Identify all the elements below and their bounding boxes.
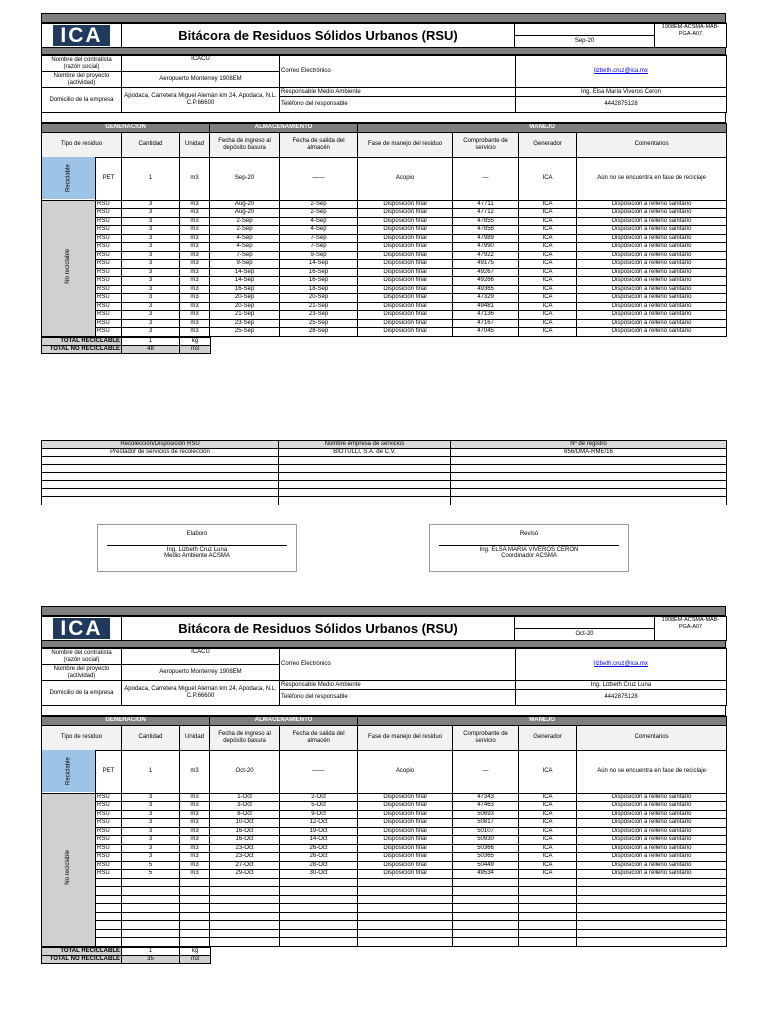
generacion-header: GENERACIÓN <box>42 123 210 132</box>
contratista-value: ICACU <box>122 56 280 72</box>
doc-code: 1908EM-ACSMA-MAB-PGA-A07 <box>655 24 727 48</box>
header-table <box>41 23 727 48</box>
page-title: Bitácora de Residuos Sólidos Urbanos (RSU) <box>122 24 515 48</box>
totals-table: TOTAL RECICLABLE 1 kg TOTAL NO RECICLABLE 35 m3 <box>41 947 211 964</box>
table-row: RSU 5 m3 27-Oct 28-Oct Disposición final 50449 ICA Disposición a relleno sanitario <box>42 861 727 870</box>
table-row: No reciclable RSU 3 m3 1-Oct 2-Oct Disposición final 47343 ICA Disposición a relleno sanitario <box>42 793 727 802</box>
ica-logo: ICA <box>42 617 122 641</box>
table-row: RSU 3 m3 16-Oct 19-Oct Disposición final 50107 ICA Disposición a relleno sanitario <box>42 827 727 836</box>
periodo-value: Oct-20 <box>575 630 594 637</box>
table-row: Reciclable PET 1 m3 Oct-20 —— Acopio — ICA Aún no se encuentra en fase de reciclaje <box>42 750 727 793</box>
correo-link[interactable]: lizbeth.cruz@ica.mx <box>516 649 727 681</box>
sheet-september <box>41 13 726 354</box>
table-row: RSU 3 m3 Aug-20 2-Sep Disposición final 47712 ICA Disposición a relleno sanitario <box>42 209 727 218</box>
table-row: RSU 3 m3 14-Sep 16-Sep Disposición final 49266 ICA Disposición a relleno sanitario <box>42 277 727 286</box>
col-generador: Generador <box>519 132 577 157</box>
domicilio-label: Domicilio de la empresa <box>42 88 122 113</box>
recoleccion-table: Recolección/Disposición RSU Nombre empresa de servicios Nº de registro Prestador de servicios de recolección BIOTULLI, S.A. de C.V. 656/DMA-RME/16 <box>41 440 727 505</box>
table-row: RSU 3 m3 23-Oct 26-Oct Disposición final 50365 ICA Disposición a relleno sanitario <box>42 853 727 862</box>
recoleccion-section <box>41 440 726 505</box>
table-row: RSU 3 m3 2-Sep 4-Sep Disposición final 47855 ICA Disposición a relleno sanitario <box>42 217 727 226</box>
total-no-reciclable-label: TOTAL NO RECICLABLE <box>42 345 122 353</box>
reciclable-label: Reciclable <box>42 157 96 200</box>
proyecto-label: Nombre del proyecto (actividad) <box>42 72 122 88</box>
periodo-label <box>515 618 654 629</box>
table-row: RSU 3 m3 3-Oct 5-Oct Disposición final 47463 ICA Disposición a relleno sanitario <box>42 802 727 811</box>
contratista-label: Nombre del contratista (razón social) <box>42 56 122 72</box>
almacenamiento-header: ALMACENAMIENTO <box>210 123 358 132</box>
col-tipo: Tipo de residuo <box>42 132 122 157</box>
table-row: Reciclable PET 1 m3 Sep-20 —— Acopio — ICA Aún no se encuentra en fase de reciclaje <box>42 157 727 200</box>
no-reciclable-label: No reciclable <box>42 200 96 336</box>
table-row: RSU 3 m3 8-Oct 9-Oct Disposición final 50693 ICA Disposición a relleno sanitario <box>42 810 727 819</box>
telefono-label: Teléfono del responsable <box>280 97 516 113</box>
ica-logo: ICA <box>42 24 122 48</box>
table-row: RSU 3 m3 7-Sep 9-Sep Disposición final 47922 ICA Disposición a relleno sanitario <box>42 251 727 260</box>
total-reciclable-label: TOTAL RECICLABLE <box>42 337 122 345</box>
col-salida: Fecha de salida del almacén <box>280 132 358 157</box>
table-row: RSU 3 m3 10-Oct 12-Oct Disposición final 50817 ICA Disposición a relleno sanitario <box>42 819 727 828</box>
periodo-label <box>515 25 654 36</box>
telefono-value: 4442875128 <box>516 97 727 113</box>
domicilio-value: Apodaca, Carretera Miguel Alemán km 24, Apodaca, N.L. C.P.66600 <box>122 88 280 113</box>
info-table <box>41 55 727 113</box>
table-row: RSU 3 m3 25-Sep 28-Sep Disposición final 47045 ICA Disposición a relleno sanitario <box>42 328 727 337</box>
col-fase: Fase de manejo del residuo <box>358 132 453 157</box>
doc-code: 1908EM-ACSMA-MAB-PGA-A07 <box>655 617 727 641</box>
no-reciclable-label: No reciclable <box>42 793 96 946</box>
col-comprobante: Comprobante de servicio <box>453 132 519 157</box>
manejo-header: MANEJO <box>358 123 727 132</box>
table-row: RSU 5 m3 29-Oct 30-Oct Disposición final 49534 ICA Disposición a relleno sanitario <box>42 870 727 879</box>
proyecto-value: Aeropuerto Monterrey 1908EM <box>122 72 280 88</box>
oct-rows <box>42 793 727 946</box>
residuos-table: GENERACIÓN ALMACENAMIENTO MANEJO Tipo de residuo Cantidad Unidad Fecha de ingreso al depósito basura Fecha de salida del almacén Fase de manejo del residuo Comprobante de servicio Generador Comentarios Reciclable PET 1 m3 Oct-20 —— Acopio — ICA Aún no se encuentra en fase de reciclaje No reciclable RSU 3 m3 1-Oct 2-Oct Disposición final 47343 ICA Disposición a relleno sanitario RSU 3 m3 3-Oct 5-Oct Disposición final 47463 ICA Disposición a relleno sanitario RSU 3 m3 8-Oct 9-Oct Disposición final 50693 ICA Disposición a relleno sanitario RSU 3 m3 10-Oct 12-Oct Disposición final 50817 ICA Disposición a relleno sanitario RSU 3 m3 16-Oct 19-Oct Disposición final 50107 ICA Disposición a relleno sanitario RSU 3 m3 16-Oct 14-Oct Disposición final 50930 ICA Disposición a relleno sanitario RSU 3 m3 23-Oct 26-Oct Disposición final 50366 ICA Disposición a relleno sanitario RSU 3 m3 23-Oct 26-Oct Disposición final 50365 ICA Disposición a relleno sanitario RSU 5 m3 27-Oct 28-Oct Disposición final 50449 ICA Disposición a relleno sanitario RSU 5 m3 29-Oct 30-Oct Disposición final 49534 ICA Disposición a relleno sanitario <box>41 716 727 947</box>
table-row: RSU 3 m3 4-Sep 7-Sep Disposición final 47990 ICA Disposición a relleno sanitario <box>42 243 727 252</box>
table-row: RSU 3 m3 23-Oct 26-Oct Disposición final 50366 ICA Disposición a relleno sanitario <box>42 844 727 853</box>
totals-table: TOTAL RECICLABLE 1 kg TOTAL NO RECICLABLE 48 m3 <box>41 337 211 354</box>
table-row: RSU 3 m3 20-Sep 20-Sep Disposición final 47329 ICA Disposición a relleno sanitario <box>42 294 727 303</box>
page-title: Bitácora de Residuos Sólidos Urbanos (RSU) <box>122 617 515 641</box>
table-row: RSU 3 m3 16-Oct 14-Oct Disposición final 50930 ICA Disposición a relleno sanitario <box>42 836 727 845</box>
elaboro-signature: Elaboró Ing. Lizbeth Cruz Luna Medio Ambiente ACSMA <box>97 524 297 572</box>
reviso-signature: Revisó Ing. ELSA MARIA VIVEROS CERON Coordinador ACSMA <box>429 524 629 572</box>
table-row: RSU 3 m3 14-Sep 16-Sep Disposición final 49267 ICA Disposición a relleno sanitario <box>42 268 727 277</box>
correo-label: Correo Electrónico <box>280 56 516 88</box>
info-table: Nombre del contratista (razón social) ICACU Correo Electrónico lizbeth.cruz@ica.mx Nombre del proyecto (actividad) Aeropuerto Monterrey 1908EM Domicilio de la empresa Apodaca, Carretera Miguel Alemán km 24, Apodaca, N.L. C.P.66600 Responsable Medio Ambiente Ing. Lizbeth Cruz Luna Teléfono del responsable 4442875128 <box>41 648 727 706</box>
table-row: RSU 3 m3 23-Sep 25-Sep Disposición final 47167 ICA Disposición a relleno sanitario <box>42 319 727 328</box>
residuos-table <box>41 123 727 337</box>
col-unidad: Unidad <box>180 132 210 157</box>
col-ingreso: Fecha de ingreso al depósito basura <box>210 132 280 157</box>
table-row: RSU 3 m3 4-Sep 7-Sep Disposición final 47989 ICA Disposición a relleno sanitario <box>42 234 727 243</box>
responsable-label: Responsable Medio Ambiente <box>280 88 516 97</box>
responsable-value: Ing. Elsa María Viveros Ceron <box>516 88 727 97</box>
periodo-value: Sep-20 <box>574 37 595 44</box>
table-row: RSU 3 m3 20-Sep 21-Sep Disposición final 49481 ICA Disposición a relleno sanitario <box>42 302 727 311</box>
responsable-value: Ing. Lizbeth Cruz Luna <box>516 681 727 690</box>
col-cantidad: Cantidad <box>122 132 180 157</box>
table-row: RSU 3 m3 2-Sep 4-Sep Disposición final 47856 ICA Disposición a relleno sanitario <box>42 226 727 235</box>
col-comentarios: Comentarios <box>577 132 727 157</box>
table-row: No reciclable RSU 3 m3 Aug-20 2-Sep Disposición final 47711 ICA Disposición a relleno sanitario <box>42 200 727 209</box>
correo-link[interactable]: lizbeth.cruz@ica.mx <box>516 56 727 88</box>
table-row: RSU 3 m3 16-Sep 18-Sep Disposición final 49365 ICA Disposición a relleno sanitario <box>42 285 727 294</box>
table-row: RSU 3 m3 9-Sep 14-Sep Disposición final 49175 ICA Disposición a relleno sanitario <box>42 260 727 269</box>
top-bar <box>41 13 726 23</box>
sep-rows <box>42 200 727 336</box>
header-table <box>41 616 727 641</box>
sheet-october <box>41 606 726 964</box>
table-row: RSU 3 m3 21-Sep 23-Sep Disposición final 47136 ICA Disposición a relleno sanitario <box>42 311 727 320</box>
